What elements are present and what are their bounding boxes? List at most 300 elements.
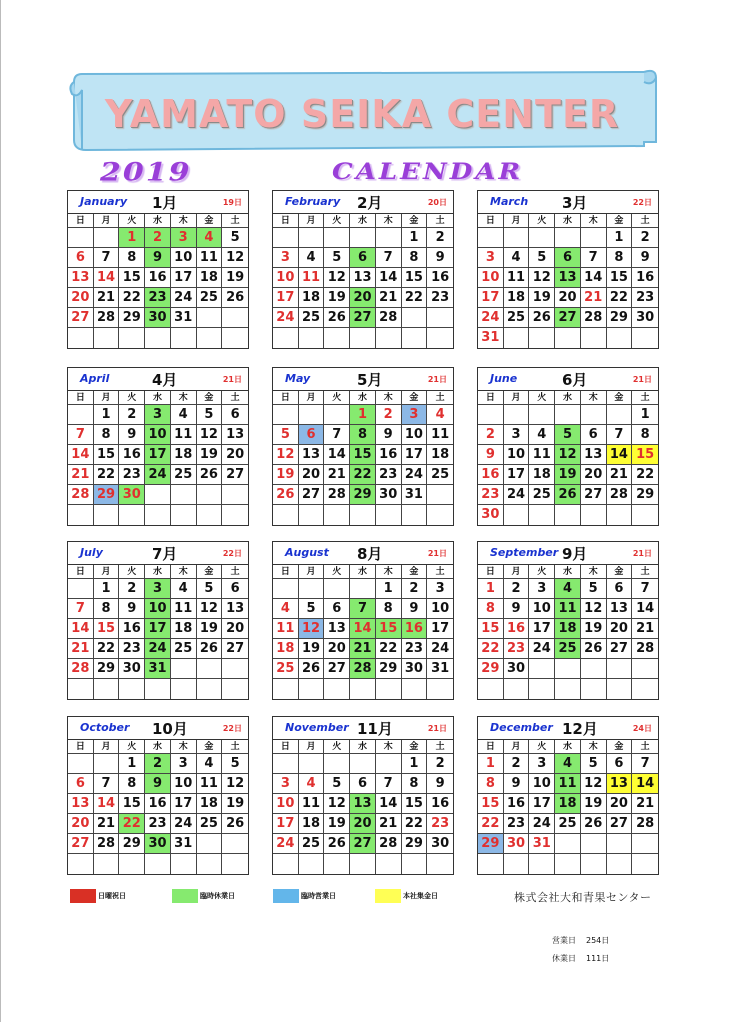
stat-label: 営業日 xyxy=(552,936,576,945)
day-cell: 14 xyxy=(376,268,402,288)
day-cell: 18 xyxy=(197,794,223,814)
day-cell: 16 xyxy=(632,268,658,288)
month-header xyxy=(478,542,658,565)
day-cell: 7 xyxy=(350,599,376,619)
day-cell: 20 xyxy=(555,288,581,308)
empty-day-cell xyxy=(299,505,325,525)
empty-day-cell xyxy=(529,854,555,874)
day-cell: 6 xyxy=(222,405,248,425)
empty-day-cell xyxy=(632,679,658,699)
weekday-header: 金 xyxy=(402,740,428,754)
day-cell: 29 xyxy=(632,485,658,505)
empty-day-cell xyxy=(197,834,223,854)
empty-day-cell xyxy=(350,854,376,874)
day-cell: 14 xyxy=(68,619,94,639)
weekday-header: 金 xyxy=(402,565,428,579)
day-cell: 19 xyxy=(273,465,299,485)
legend-swatch xyxy=(273,889,299,903)
empty-day-cell xyxy=(581,405,607,425)
day-cell: 10 xyxy=(402,425,428,445)
day-cell: 30 xyxy=(504,659,530,679)
day-cell: 17 xyxy=(402,445,428,465)
day-cell: 25 xyxy=(529,485,555,505)
empty-day-cell xyxy=(581,679,607,699)
month-name-en: March xyxy=(490,195,529,208)
empty-day-cell xyxy=(68,579,94,599)
day-cell: 24 xyxy=(273,308,299,328)
day-cell: 4 xyxy=(299,248,325,268)
day-cell: 8 xyxy=(376,599,402,619)
empty-day-cell xyxy=(222,328,248,348)
month-day-grid xyxy=(273,740,453,874)
month-october xyxy=(67,716,249,875)
day-cell: 16 xyxy=(376,445,402,465)
day-cell: 15 xyxy=(119,268,145,288)
day-cell: 5 xyxy=(324,248,350,268)
day-cell: 4 xyxy=(171,579,197,599)
day-cell: 5 xyxy=(529,248,555,268)
month-february xyxy=(272,190,454,349)
day-cell: 10 xyxy=(529,599,555,619)
month-name-en: December xyxy=(490,721,553,734)
day-cell: 24 xyxy=(273,834,299,854)
month-workday-count: 24日 xyxy=(632,724,652,733)
legend-swatch xyxy=(172,889,198,903)
day-cell: 2 xyxy=(145,754,171,774)
day-cell: 18 xyxy=(529,465,555,485)
day-cell: 26 xyxy=(581,639,607,659)
weekday-header: 日 xyxy=(68,740,94,754)
day-cell: 26 xyxy=(581,814,607,834)
month-january xyxy=(67,190,249,349)
empty-day-cell xyxy=(402,308,428,328)
weekday-header: 金 xyxy=(607,214,633,228)
month-workday-count: 21日 xyxy=(427,375,447,384)
empty-day-cell xyxy=(324,679,350,699)
day-cell: 9 xyxy=(478,445,504,465)
day-cell: 28 xyxy=(581,308,607,328)
month-header xyxy=(273,368,453,391)
day-cell: 17 xyxy=(529,619,555,639)
month-day-grid xyxy=(478,740,658,874)
day-cell: 27 xyxy=(324,659,350,679)
day-cell: 18 xyxy=(504,288,530,308)
weekday-header: 火 xyxy=(119,391,145,405)
day-cell: 11 xyxy=(427,425,453,445)
empty-day-cell xyxy=(197,659,223,679)
day-cell: 1 xyxy=(94,405,120,425)
day-cell: 17 xyxy=(529,794,555,814)
day-cell: 22 xyxy=(478,639,504,659)
day-cell: 9 xyxy=(402,599,428,619)
day-cell: 21 xyxy=(581,288,607,308)
day-cell: 9 xyxy=(145,248,171,268)
month-header xyxy=(273,717,453,740)
empty-day-cell xyxy=(273,228,299,248)
month-workday-count: 20日 xyxy=(427,198,447,207)
day-cell: 7 xyxy=(324,425,350,445)
day-cell: 9 xyxy=(632,248,658,268)
day-cell: 20 xyxy=(324,639,350,659)
day-cell: 12 xyxy=(299,619,325,639)
empty-day-cell xyxy=(478,228,504,248)
weekday-header: 土 xyxy=(427,565,453,579)
weekday-header: 土 xyxy=(222,565,248,579)
weekday-header: 木 xyxy=(376,214,402,228)
month-name-jp: 5月 xyxy=(357,371,383,389)
month-august xyxy=(272,541,454,700)
empty-day-cell xyxy=(197,679,223,699)
empty-day-cell xyxy=(478,854,504,874)
day-cell: 8 xyxy=(94,599,120,619)
empty-day-cell xyxy=(607,659,633,679)
empty-day-cell xyxy=(324,505,350,525)
weekday-header: 水 xyxy=(555,214,581,228)
empty-day-cell xyxy=(222,659,248,679)
day-cell: 1 xyxy=(376,579,402,599)
empty-day-cell xyxy=(145,854,171,874)
weekday-header: 木 xyxy=(376,391,402,405)
day-cell: 23 xyxy=(145,288,171,308)
day-cell: 19 xyxy=(529,288,555,308)
day-cell: 29 xyxy=(376,659,402,679)
month-name-jp: 11月 xyxy=(357,720,393,738)
day-cell: 9 xyxy=(376,425,402,445)
empty-day-cell xyxy=(427,328,453,348)
empty-day-cell xyxy=(222,485,248,505)
empty-day-cell xyxy=(607,505,633,525)
day-cell: 19 xyxy=(324,814,350,834)
day-cell: 8 xyxy=(119,774,145,794)
day-cell: 24 xyxy=(529,639,555,659)
month-header xyxy=(68,191,248,214)
day-cell: 16 xyxy=(145,268,171,288)
day-cell: 1 xyxy=(632,405,658,425)
day-cell: 7 xyxy=(632,754,658,774)
day-cell: 1 xyxy=(607,228,633,248)
day-cell: 8 xyxy=(478,774,504,794)
weekday-header: 火 xyxy=(324,565,350,579)
empty-day-cell xyxy=(171,485,197,505)
day-cell: 13 xyxy=(607,599,633,619)
empty-day-cell xyxy=(94,228,120,248)
month-day-grid xyxy=(478,565,658,699)
day-cell: 28 xyxy=(94,308,120,328)
day-cell: 25 xyxy=(197,814,223,834)
day-cell: 9 xyxy=(119,599,145,619)
day-cell: 22 xyxy=(402,814,428,834)
empty-day-cell xyxy=(529,328,555,348)
empty-day-cell xyxy=(222,308,248,328)
day-cell: 28 xyxy=(376,834,402,854)
weekday-header: 月 xyxy=(94,740,120,754)
day-cell: 30 xyxy=(376,485,402,505)
day-cell: 8 xyxy=(402,248,428,268)
day-cell: 26 xyxy=(555,485,581,505)
day-cell: 13 xyxy=(350,268,376,288)
day-cell: 14 xyxy=(68,445,94,465)
day-cell: 13 xyxy=(607,774,633,794)
day-cell: 4 xyxy=(555,754,581,774)
empty-day-cell xyxy=(402,328,428,348)
day-cell: 6 xyxy=(607,579,633,599)
day-cell: 27 xyxy=(222,465,248,485)
month-name-jp: 3月 xyxy=(562,194,588,212)
day-cell: 20 xyxy=(350,814,376,834)
day-cell: 2 xyxy=(119,405,145,425)
month-header xyxy=(68,368,248,391)
month-header xyxy=(478,191,658,214)
day-cell: 12 xyxy=(529,268,555,288)
day-cell: 18 xyxy=(273,639,299,659)
day-cell: 26 xyxy=(324,308,350,328)
day-cell: 28 xyxy=(632,639,658,659)
empty-day-cell xyxy=(350,579,376,599)
day-cell: 3 xyxy=(145,579,171,599)
empty-day-cell xyxy=(504,854,530,874)
empty-day-cell xyxy=(427,505,453,525)
empty-day-cell xyxy=(555,679,581,699)
day-cell: 23 xyxy=(632,288,658,308)
empty-day-cell xyxy=(555,659,581,679)
empty-day-cell xyxy=(504,228,530,248)
weekday-header: 木 xyxy=(171,565,197,579)
day-cell: 29 xyxy=(478,834,504,854)
weekday-header: 木 xyxy=(376,565,402,579)
day-cell: 16 xyxy=(478,465,504,485)
weekday-header: 木 xyxy=(581,391,607,405)
month-workday-count: 22日 xyxy=(632,198,652,207)
day-cell: 23 xyxy=(376,465,402,485)
empty-day-cell xyxy=(581,854,607,874)
month-name-jp: 6月 xyxy=(562,371,588,389)
subtitle-year: 2019 xyxy=(100,157,192,188)
day-cell: 10 xyxy=(171,774,197,794)
day-cell: 30 xyxy=(478,505,504,525)
day-cell: 15 xyxy=(402,794,428,814)
day-cell: 11 xyxy=(171,425,197,445)
day-cell: 17 xyxy=(171,268,197,288)
day-cell: 3 xyxy=(402,405,428,425)
day-cell: 16 xyxy=(427,794,453,814)
empty-day-cell xyxy=(299,679,325,699)
weekday-header: 土 xyxy=(427,214,453,228)
day-cell: 10 xyxy=(145,425,171,445)
month-name-jp: 9月 xyxy=(562,545,588,563)
empty-day-cell xyxy=(350,228,376,248)
empty-day-cell xyxy=(376,679,402,699)
day-cell: 26 xyxy=(324,834,350,854)
subtitle-word: CALENDAR xyxy=(332,159,524,185)
weekday-header: 日 xyxy=(273,391,299,405)
weekday-header: 火 xyxy=(529,214,555,228)
empty-day-cell xyxy=(478,679,504,699)
day-cell: 19 xyxy=(581,619,607,639)
day-cell: 24 xyxy=(145,639,171,659)
day-cell: 21 xyxy=(324,465,350,485)
weekday-header: 土 xyxy=(222,214,248,228)
day-cell: 3 xyxy=(273,248,299,268)
day-cell: 25 xyxy=(299,308,325,328)
day-cell: 5 xyxy=(299,599,325,619)
day-cell: 6 xyxy=(68,248,94,268)
day-cell: 8 xyxy=(94,425,120,445)
day-cell: 23 xyxy=(504,639,530,659)
empty-day-cell xyxy=(504,405,530,425)
empty-day-cell xyxy=(427,485,453,505)
day-cell: 2 xyxy=(119,579,145,599)
weekday-header: 土 xyxy=(222,740,248,754)
day-cell: 21 xyxy=(376,814,402,834)
weekday-header: 水 xyxy=(555,740,581,754)
day-cell: 31 xyxy=(529,834,555,854)
month-name-jp: 8月 xyxy=(357,545,383,563)
day-cell: 13 xyxy=(299,445,325,465)
day-cell: 13 xyxy=(68,268,94,288)
day-cell: 4 xyxy=(299,774,325,794)
empty-day-cell xyxy=(555,228,581,248)
empty-day-cell xyxy=(171,679,197,699)
day-cell: 2 xyxy=(478,425,504,445)
day-cell: 24 xyxy=(145,465,171,485)
day-cell: 22 xyxy=(94,465,120,485)
day-cell: 3 xyxy=(504,425,530,445)
day-cell: 29 xyxy=(478,659,504,679)
day-cell: 3 xyxy=(273,774,299,794)
month-name-jp: 1月 xyxy=(152,194,178,212)
empty-day-cell xyxy=(68,854,94,874)
day-cell: 1 xyxy=(350,405,376,425)
day-cell: 12 xyxy=(222,774,248,794)
empty-day-cell xyxy=(632,659,658,679)
day-cell: 4 xyxy=(273,599,299,619)
day-cell: 7 xyxy=(376,248,402,268)
empty-day-cell xyxy=(529,228,555,248)
weekday-header: 土 xyxy=(222,391,248,405)
weekday-header: 日 xyxy=(478,214,504,228)
day-cell: 26 xyxy=(222,288,248,308)
day-cell: 14 xyxy=(376,794,402,814)
day-cell: 11 xyxy=(299,268,325,288)
day-cell: 13 xyxy=(581,445,607,465)
empty-day-cell xyxy=(427,679,453,699)
empty-day-cell xyxy=(350,679,376,699)
day-cell: 27 xyxy=(222,639,248,659)
day-cell: 25 xyxy=(427,465,453,485)
day-cell: 1 xyxy=(402,228,428,248)
day-cell: 27 xyxy=(607,814,633,834)
day-cell: 24 xyxy=(529,814,555,834)
day-cell: 14 xyxy=(632,599,658,619)
day-cell: 2 xyxy=(427,228,453,248)
day-cell: 3 xyxy=(427,579,453,599)
weekday-header: 日 xyxy=(68,391,94,405)
day-cell: 11 xyxy=(299,794,325,814)
empty-day-cell xyxy=(299,854,325,874)
day-cell: 9 xyxy=(504,599,530,619)
empty-day-cell xyxy=(376,228,402,248)
day-cell: 3 xyxy=(529,754,555,774)
month-day-grid xyxy=(68,214,248,348)
empty-day-cell xyxy=(555,834,581,854)
day-cell: 18 xyxy=(171,445,197,465)
day-cell: 15 xyxy=(376,619,402,639)
weekday-header: 水 xyxy=(555,565,581,579)
day-cell: 8 xyxy=(350,425,376,445)
day-cell: 23 xyxy=(119,465,145,485)
weekday-header: 金 xyxy=(402,391,428,405)
empty-day-cell xyxy=(222,679,248,699)
empty-day-cell xyxy=(504,679,530,699)
weekday-header: 金 xyxy=(607,740,633,754)
day-cell: 29 xyxy=(94,659,120,679)
empty-day-cell xyxy=(478,405,504,425)
day-cell: 5 xyxy=(324,774,350,794)
weekday-header: 月 xyxy=(504,214,530,228)
month-workday-count: 22日 xyxy=(222,549,242,558)
empty-day-cell xyxy=(299,228,325,248)
empty-day-cell xyxy=(273,679,299,699)
empty-day-cell xyxy=(529,405,555,425)
day-cell: 22 xyxy=(632,465,658,485)
day-cell: 25 xyxy=(555,639,581,659)
day-cell: 19 xyxy=(197,619,223,639)
day-cell: 24 xyxy=(171,288,197,308)
empty-day-cell xyxy=(376,328,402,348)
empty-day-cell xyxy=(581,328,607,348)
day-cell: 5 xyxy=(581,754,607,774)
day-cell: 10 xyxy=(478,268,504,288)
empty-day-cell xyxy=(171,659,197,679)
month-may xyxy=(272,367,454,526)
day-cell: 24 xyxy=(504,485,530,505)
day-cell: 23 xyxy=(504,814,530,834)
day-cell: 31 xyxy=(402,485,428,505)
day-cell: 10 xyxy=(145,599,171,619)
month-workday-count: 21日 xyxy=(632,375,652,384)
day-cell: 14 xyxy=(607,445,633,465)
weekday-header: 火 xyxy=(119,740,145,754)
empty-day-cell xyxy=(94,754,120,774)
month-name-en: January xyxy=(80,195,128,208)
empty-day-cell xyxy=(171,505,197,525)
weekday-header: 日 xyxy=(68,565,94,579)
empty-day-cell xyxy=(632,328,658,348)
day-cell: 2 xyxy=(402,579,428,599)
empty-day-cell xyxy=(324,579,350,599)
day-cell: 11 xyxy=(197,774,223,794)
day-cell: 15 xyxy=(350,445,376,465)
empty-day-cell xyxy=(350,505,376,525)
weekday-header: 金 xyxy=(197,740,223,754)
day-cell: 28 xyxy=(324,485,350,505)
empty-day-cell xyxy=(504,505,530,525)
day-cell: 22 xyxy=(376,639,402,659)
day-cell: 20 xyxy=(581,465,607,485)
day-cell: 8 xyxy=(119,248,145,268)
empty-day-cell xyxy=(68,679,94,699)
empty-day-cell xyxy=(376,754,402,774)
empty-day-cell xyxy=(427,854,453,874)
day-cell: 26 xyxy=(197,639,223,659)
day-cell: 7 xyxy=(607,425,633,445)
month-name-en: June xyxy=(490,372,518,385)
month-name-en: February xyxy=(285,195,341,208)
day-cell: 25 xyxy=(197,288,223,308)
empty-day-cell xyxy=(402,854,428,874)
day-cell: 21 xyxy=(350,639,376,659)
month-workday-count: 22日 xyxy=(222,724,242,733)
